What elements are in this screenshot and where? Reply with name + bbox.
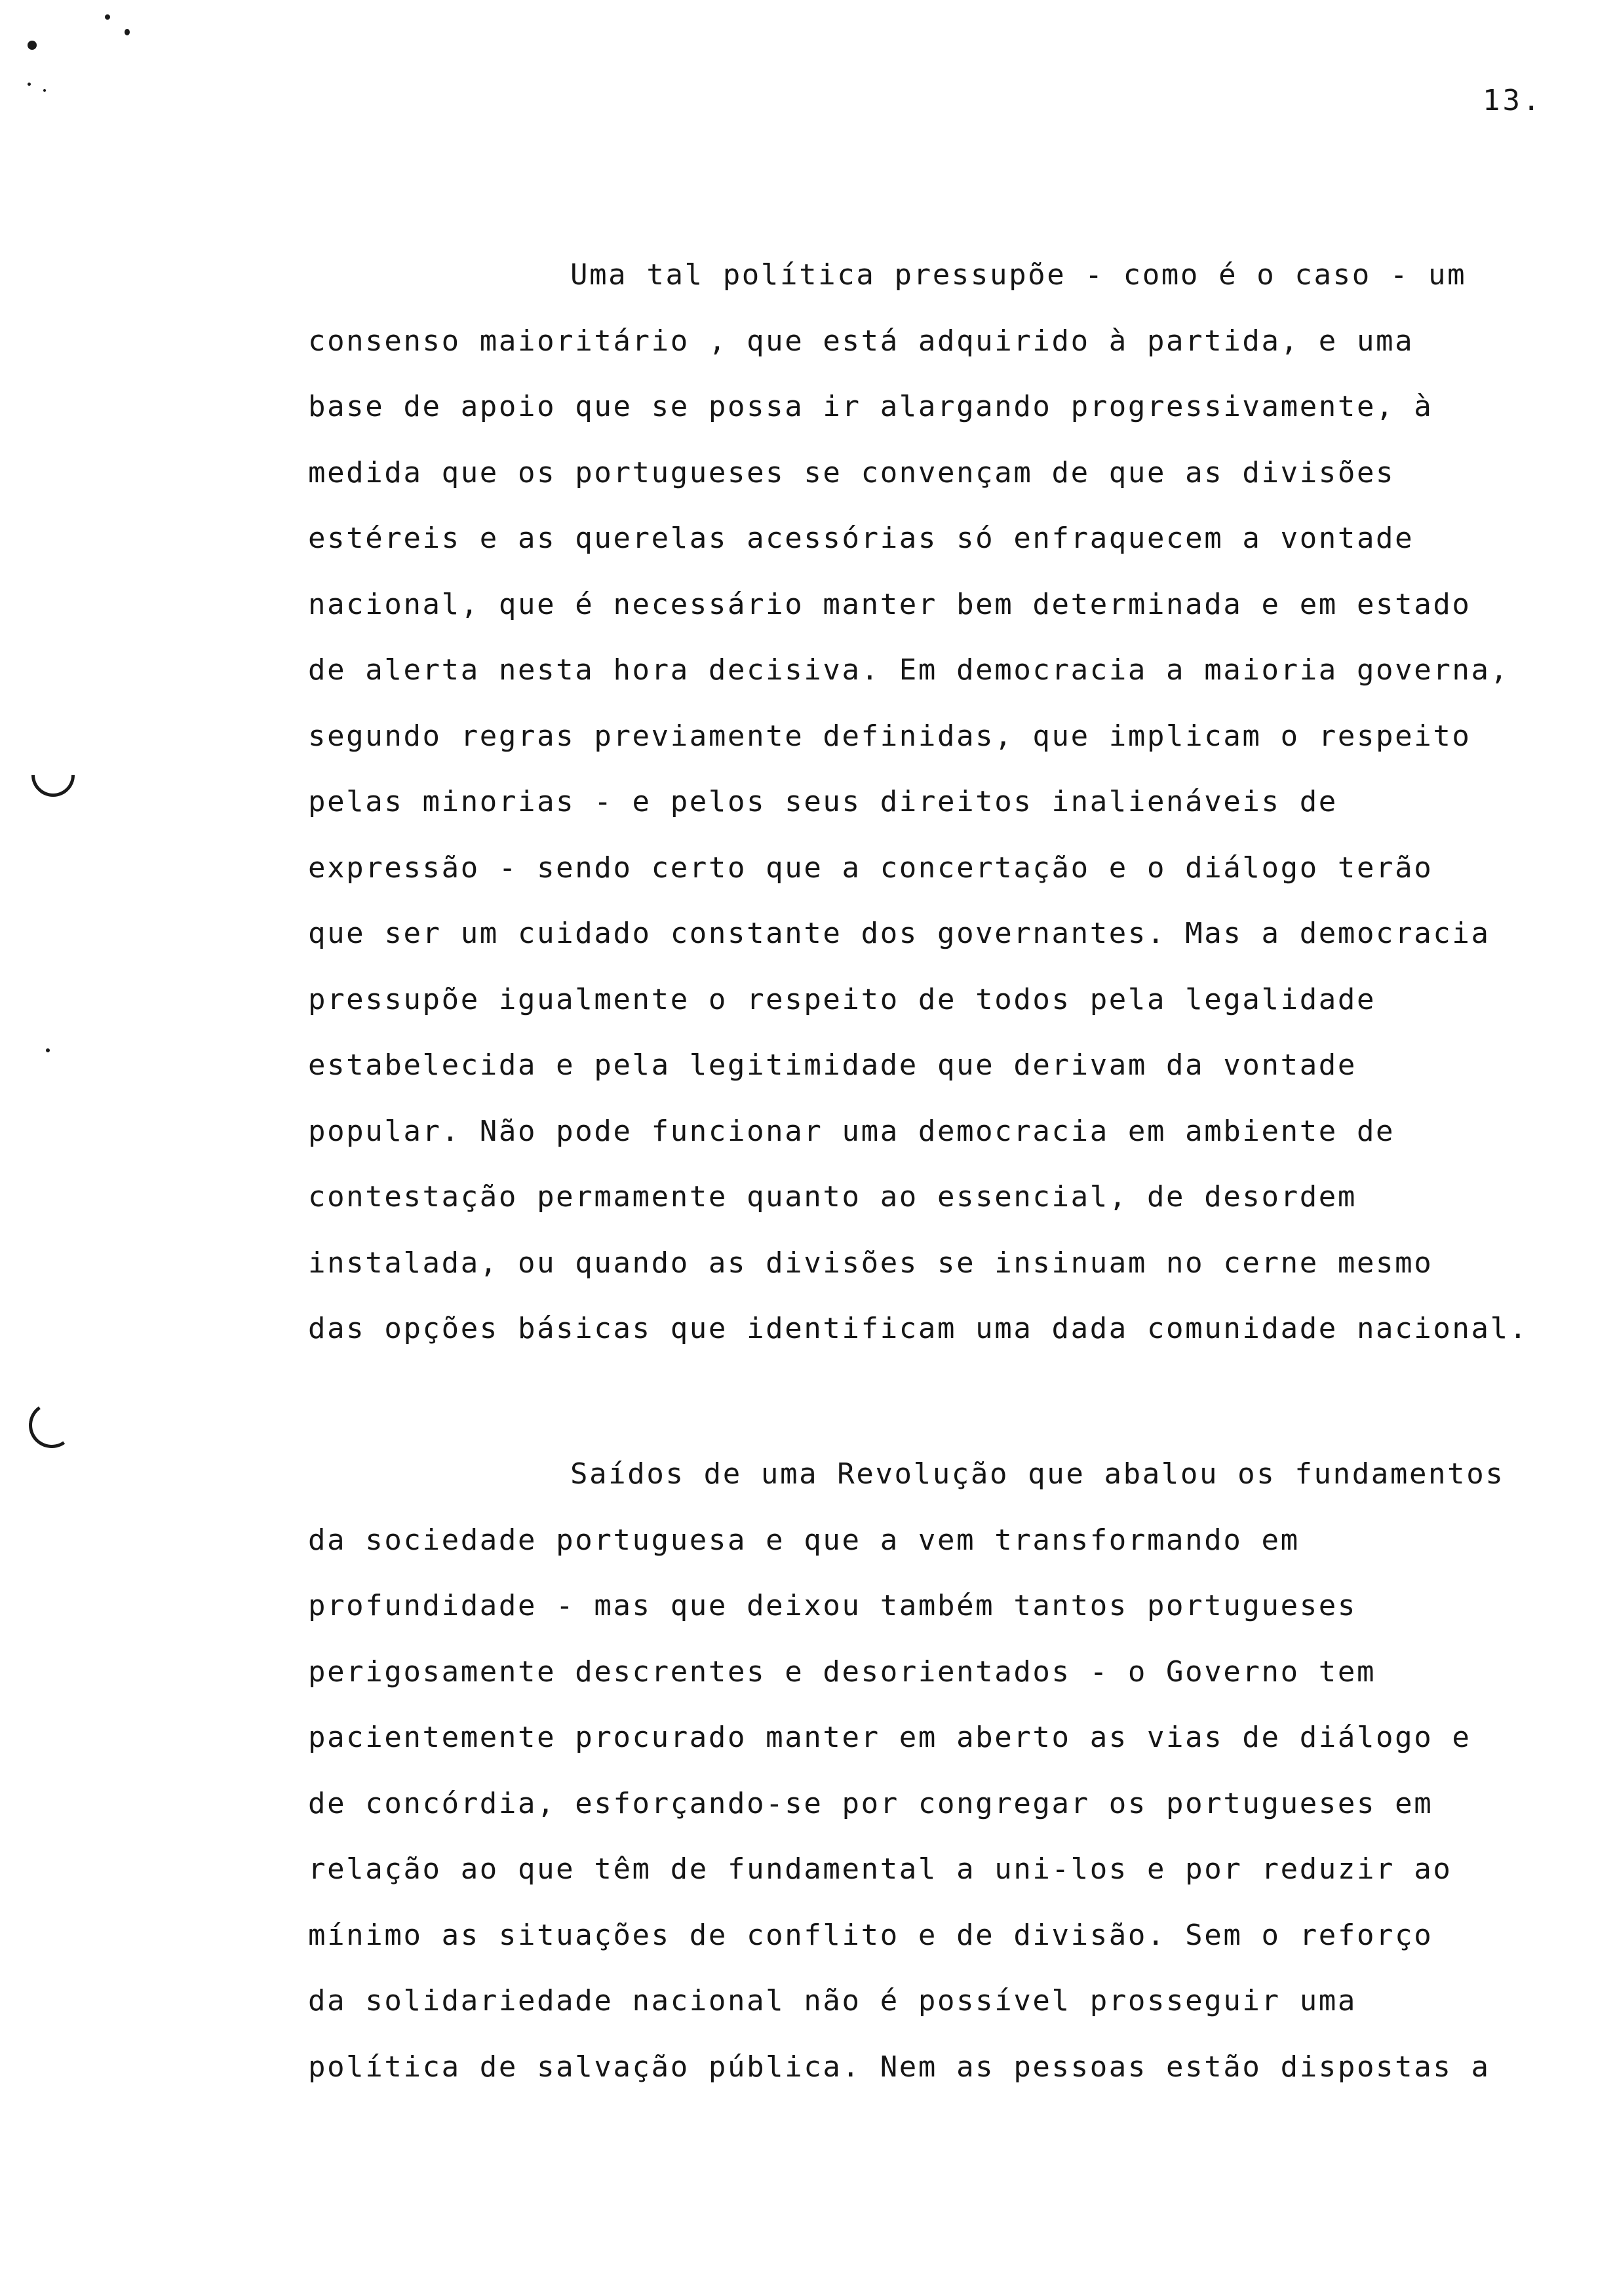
text-line: de concórdia, esforçando-se por congregar os portugueses em [308, 1786, 1433, 1820]
scan-speck [43, 89, 46, 92]
text-line: pelas minorias - e pelos seus direitos inalienáveis de [308, 785, 1338, 818]
text-line: pressupõe igualmente o respeito de todos pela legalidade [308, 982, 1376, 1016]
text-line: relação ao que têm de fundamental a uni-los e por reduzir ao [308, 1852, 1452, 1886]
text-line: expressão - sendo certo que a concertação e o diálogo terão [308, 851, 1433, 885]
punch-hole-mark [25, 1398, 78, 1451]
text-line: estabelecida e pela legitimidade que derivam da vontade [308, 1048, 1357, 1082]
page-number: 13. [1483, 84, 1543, 117]
punch-hole-mark [22, 744, 83, 805]
text-line: das opções básicas que identificam uma dada comunidade nacional. [308, 1312, 1528, 1345]
text-line: de alerta nesta hora decisiva. Em democracia a maioria governa, [308, 653, 1509, 687]
text-line: perigosamente descrentes e desorientados - o Governo tem [308, 1655, 1376, 1689]
scan-speck [28, 83, 31, 86]
paragraph-1 [308, 242, 1580, 1362]
text-line: profundidade - mas que deixou também tantos portugueses [308, 1589, 1357, 1622]
text-line: que ser um cuidado constante dos governantes. Mas a democracia [308, 917, 1490, 950]
text-line: mínimo as situações de conflito e de divisão. Sem o reforço [308, 1918, 1433, 1952]
text-line: pacientemente procurado manter em aberto as vias de diálogo e [308, 1721, 1471, 1754]
text-line: nacional, que é necessário manter bem determinada e em estado [308, 587, 1471, 621]
scan-speck [28, 41, 37, 50]
scan-speck [125, 29, 130, 35]
scan-speck [105, 14, 110, 20]
scan-speck [46, 1048, 50, 1052]
text-line: da sociedade portuguesa e que a vem transformando em [308, 1523, 1300, 1557]
text-line: instalada, ou quando as divisões se insinuam no cerne mesmo [308, 1246, 1433, 1280]
text-line: política de salvação pública. Nem as pessoas estão dispostas a [308, 2050, 1490, 2084]
text-line: popular. Não pode funcionar uma democracia em ambiente de [308, 1114, 1395, 1148]
text-line: Saídos de uma Revolução que abalou os fundamentos [570, 1457, 1505, 1491]
text-line: Uma tal política pressupõe - como é o caso - um [570, 258, 1467, 292]
text-line: da solidariedade nacional não é possível prosseguir uma [308, 1984, 1357, 2018]
paragraph-2 [308, 1442, 1580, 2100]
text-line: estéreis e as querelas acessórias só enfraquecem a vontade [308, 522, 1414, 555]
text-line: consenso maioritário , que está adquirido à partida, e uma [308, 324, 1414, 358]
text-line: medida que os portugueses se convençam de que as divisões [308, 455, 1395, 489]
text-line: contestação permamente quanto ao essencial, de desordem [308, 1180, 1357, 1214]
text-line: base de apoio que se possa ir alargando progressivamente, à [308, 390, 1433, 423]
text-line: segundo regras previamente definidas, que implicam o respeito [308, 719, 1471, 753]
